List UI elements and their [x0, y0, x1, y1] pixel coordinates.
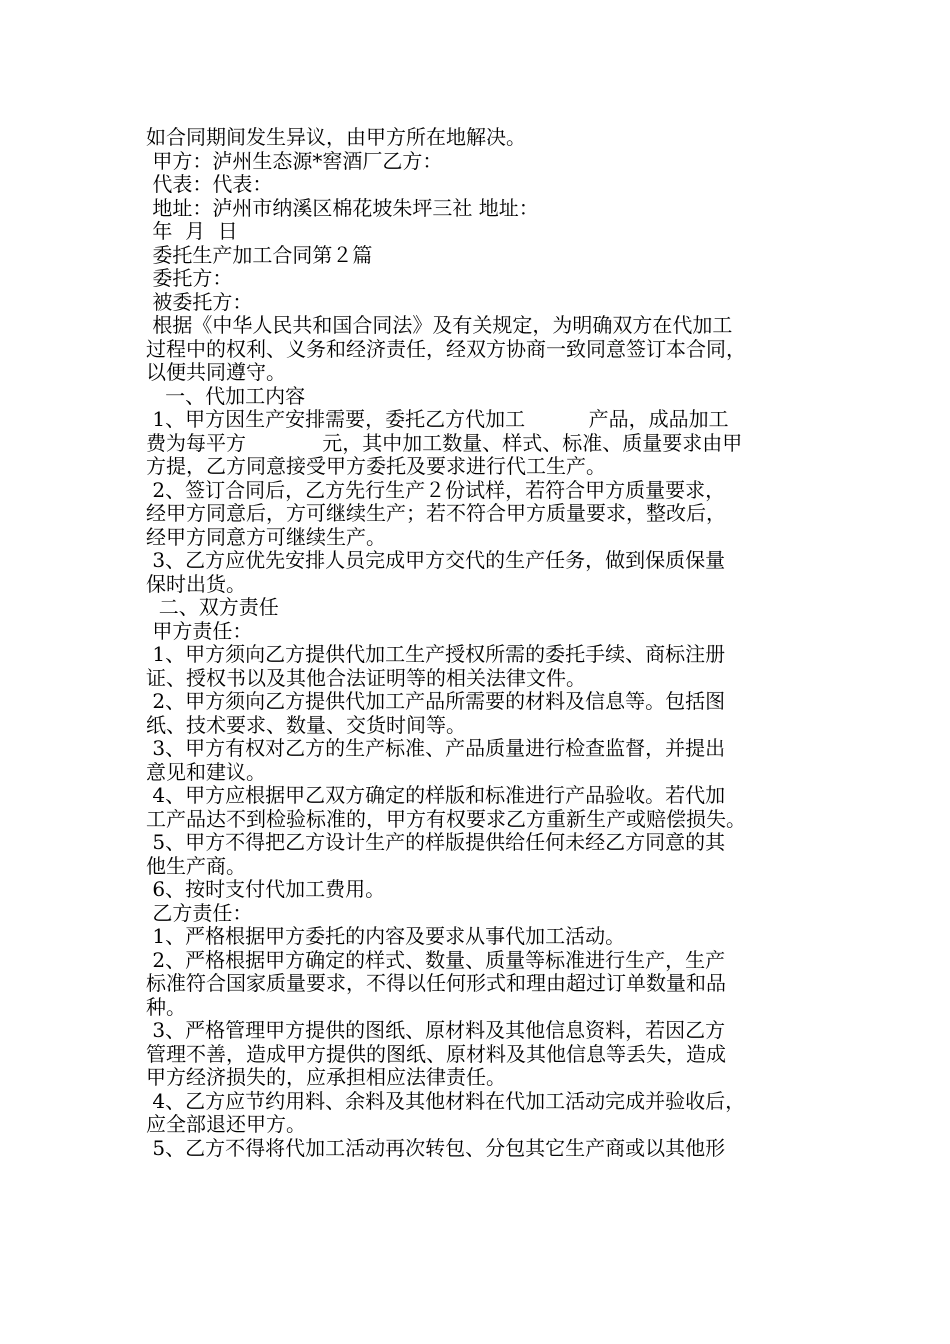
text-line: 3、乙方应优先安排人员完成甲方交代的生产任务，做到保质保量	[146, 548, 726, 572]
text-line: 1、严格根据甲方委托的内容及要求从事代加工活动。	[146, 924, 626, 948]
text-line: 经甲方同意后，方可继续生产；若不符合甲方质量要求，整改后，	[146, 501, 726, 525]
text-line: 如合同期间发生异议，由甲方所在地解决。	[146, 125, 526, 149]
text-line: 2、甲方须向乙方提供代加工产品所需要的材料及信息等。包括图	[146, 689, 726, 713]
section-title: 委托生产加工合同第２篇	[146, 242, 373, 267]
text-line: 费为每平方 元，其中加工数量、样式、标准、质量要求由甲	[146, 430, 743, 455]
text-line: 地址：泸州市纳溪区棉花坡朱坪三社 地址：	[146, 195, 539, 220]
text-line: 1、甲方须向乙方提供代加工生产授权所需的委托手续、商标注册	[146, 642, 726, 666]
text-line: 应全部退还甲方。	[146, 1112, 306, 1136]
text-line: 过程中的权利、义务和经济责任，经双方协商一致同意签订本合同，	[146, 336, 746, 361]
text-line: 5、甲方不得把乙方设计生产的样版提供给任何未经乙方同意的其	[146, 830, 726, 854]
text-line: 4、甲方应根据甲乙双方确定的样版和标准进行产品验收。若代加	[146, 783, 726, 807]
text-line: 纸、技术要求、数量、交货时间等。	[146, 712, 466, 737]
text-line: 甲方经济损失的，应承担相应法律责任。	[146, 1065, 506, 1089]
text-line: 委托方：	[146, 266, 233, 290]
text-line: 3、甲方有权对乙方的生产标准、产品质量进行检查监督，并提出	[146, 736, 726, 760]
text-line: 根据《中华人民共和国合同法》及有关规定，为明确双方在代加工	[146, 313, 733, 337]
text-line: 甲方：泸州生态源*窖酒厂乙方：	[146, 148, 443, 173]
section-heading: 一、代加工内容	[146, 383, 306, 408]
text-line: 被委托方：	[146, 289, 253, 314]
text-line: 1、甲方因生产安排需要，委托乙方代加工 产品，成品加工	[146, 407, 729, 431]
text-line: 工产品达不到检验标准的，甲方有权要求乙方重新生产或赔偿损失。	[146, 806, 746, 831]
text-line: 意见和建议。	[146, 759, 266, 784]
text-line: 4、乙方应节约用料、余料及其他材料在代加工活动完成并验收后，	[146, 1088, 746, 1113]
text-line: 5、乙方不得将代加工活动再次转包、分包其它生产商或以其他形	[146, 1135, 726, 1160]
subsection-heading: 乙方责任：	[146, 900, 253, 925]
text-line: 方提，乙方同意接受甲方委托及要求进行代工生产。	[146, 454, 606, 478]
text-line: 2、签订合同后，乙方先行生产２份试样，若符合甲方质量要求，	[146, 477, 726, 502]
text-line: 2、严格根据甲方确定的样式、数量、质量等标准进行生产，生产	[146, 947, 726, 972]
text-line: 3、严格管理甲方提供的图纸、原材料及其他信息资料，若因乙方	[146, 1018, 726, 1042]
text-line: 6、按时支付代加工费用。	[146, 877, 386, 901]
text-line: 以便共同遵守。	[146, 360, 286, 384]
text-line: 管理不善，造成甲方提供的图纸、原材料及其他信息等丢失，造成	[146, 1041, 726, 1066]
text-line: 证、授权书以及其他合法证明等的相关法律文件。	[146, 665, 586, 690]
document-body	[146, 126, 811, 1160]
text-line: 标准符合国家质量要求，不得以任何形式和理由超过订单数量和品	[146, 971, 726, 995]
text-line: 年 月 日	[146, 219, 238, 243]
text-line: 他生产商。	[146, 853, 246, 878]
subsection-heading: 甲方责任：	[146, 618, 253, 643]
text-line: 种。	[146, 994, 186, 1019]
section-heading: 二、双方责任	[146, 595, 279, 619]
text-line: 保时出货。	[146, 571, 246, 596]
text-line: 代表：代表：	[146, 172, 273, 196]
text-line: 经甲方同意方可继续生产。	[146, 524, 386, 549]
